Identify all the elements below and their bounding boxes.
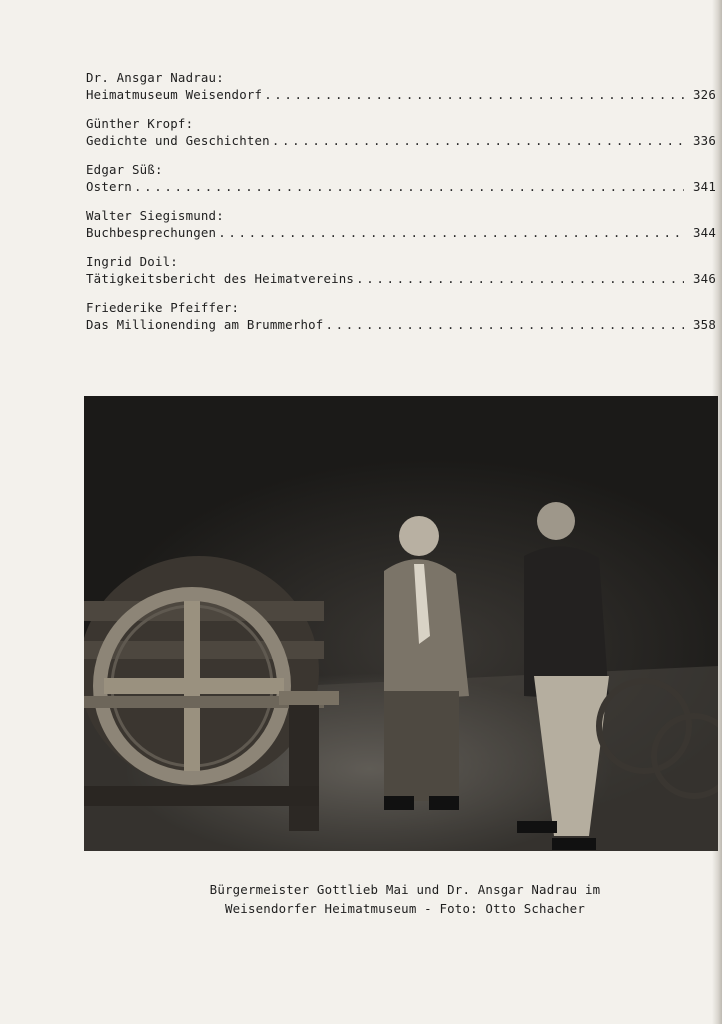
toc-title: Das Millionending am Brummerhof (86, 317, 324, 332)
toc-leader-dots (325, 317, 684, 332)
toc-page-number: 358 (693, 317, 716, 332)
toc-entry (86, 70, 716, 116)
toc-leader-dots (134, 179, 684, 194)
caption-line: Bürgermeister Gottlieb Mai und Dr. Ansgar Nadrau im (209, 882, 601, 897)
toc-page-number: 336 (693, 133, 716, 148)
toc-author: Walter Siegismund: (86, 208, 224, 223)
toc-page-number: 341 (693, 179, 716, 194)
toc-author: Dr. Ansgar Nadrau: (86, 70, 224, 85)
toc-title: Tätigkeitsbericht des Heimatvereins (86, 271, 355, 286)
toc-author: Günther Kropf: (86, 116, 194, 131)
toc-title: Buchbesprechungen (86, 225, 217, 240)
toc-title: Gedichte und Geschichten (86, 133, 270, 148)
toc-entry (86, 116, 716, 162)
toc-entry (86, 208, 716, 254)
toc-leader-dots (264, 87, 684, 102)
table-of-contents (86, 70, 716, 346)
toc-author: Ingrid Doil: (86, 254, 178, 269)
toc-page-number: 344 (693, 225, 716, 240)
toc-entry (86, 162, 716, 208)
toc-leader-dots (356, 271, 684, 286)
museum-photo (84, 396, 718, 851)
toc-author: Edgar Süß: (86, 162, 163, 177)
toc-leader-dots (272, 133, 684, 148)
caption-line: Weisendorfer Heimatmuseum - Foto: Otto Schacher (224, 901, 585, 916)
toc-title: Ostern (86, 179, 132, 194)
toc-page-number: 326 (693, 87, 716, 102)
photo-caption (150, 880, 660, 918)
toc-entry (86, 300, 716, 346)
toc-entry (86, 254, 716, 300)
photo-illustration (84, 396, 718, 851)
toc-leader-dots (218, 225, 684, 240)
toc-title: Heimatmuseum Weisendorf (86, 87, 263, 102)
toc-page-number: 346 (693, 271, 716, 286)
toc-author: Friederike Pfeiffer: (86, 300, 240, 315)
